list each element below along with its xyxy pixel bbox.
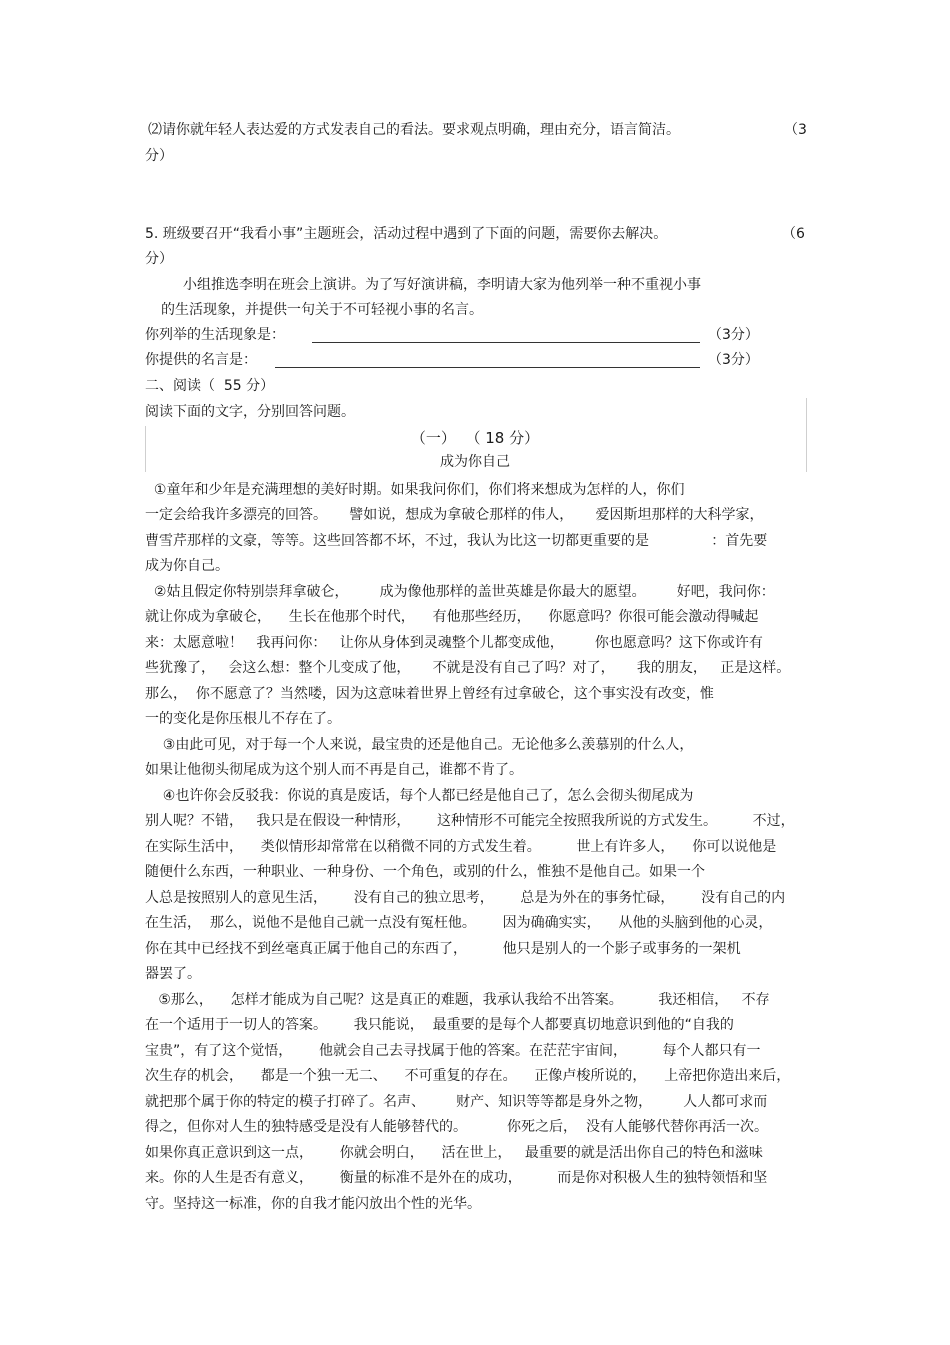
para4-line: ④也许你会反驳我：你说的真是废话，每个人都已经是他自己了，怎么会彻头彻尾成为 [145, 788, 694, 804]
q5-prompt-line: 的生活现象，并提供一句关于不可轻视小事的名言。 [161, 302, 483, 318]
para2-line: 就让你成为拿破仑， 生长在他那个时代， 有他那些经历， 你愿意吗？你很可能会激动得喊起 [145, 609, 759, 625]
q5-field-score: （3分） [708, 327, 759, 343]
q5-text: 5. 班级要召开“我看小事”主题班会，活动过程中遇到了下面的问题，需要你去解决。 [145, 226, 668, 242]
para5-line: 来。你的人生是否有意义， 衡量的标准不是外在的成功， 而是你对积极人生的独特领悟和坚 [145, 1170, 768, 1186]
para2-line: 来：太愿意啦！ 我再问你： 让你从身体到灵魂整个儿都变成他， 你也愿意吗？这下你或许有 [145, 635, 763, 651]
section-heading: 二、阅读（ 55 分） [145, 378, 275, 394]
para5-line: 宝贵”，有了这个觉悟， 他就会自己去寻找属于他的答案。在茫茫宇宙间， 每个人都只有一 [145, 1043, 761, 1059]
para5-line: 如果你真正意识到这一点， 你就会明白， 活在世上， 最重要的就是活出你自己的特色和滋味 [145, 1145, 763, 1161]
article-title: 成为你自己 [440, 454, 510, 470]
quote-answer-blank[interactable] [275, 367, 700, 368]
para4-line: 随便什么东西，一种职业、一种身份、一个角色，或别的什么，惟独不是他自己。如果一个 [145, 864, 705, 880]
para3-line: ③由此可见，对于每一个人来说，最宝贵的还是他自己。无论他多么羡慕别的什么人， [145, 737, 694, 753]
q4-2-score-cont: 分） [145, 148, 173, 164]
q4-2-score: （3 [784, 122, 807, 138]
para4-line: 在实际生活中， 类似情形却常常在以稍微不同的方式发生着。 世上有许多人， 你可以说他是 [145, 839, 777, 855]
para5-line: 就把那个属于你的特定的模子打碎了。名声、 财产、知识等等都是身外之物， 人人都可求而 [145, 1094, 768, 1110]
q5-score: （6 [782, 226, 805, 242]
para1-line: 成为你自己。 [145, 558, 229, 574]
para5-line: ⑤那么， 怎样才能成为自己呢？这是真正的难题，我承认我给不出答案。 我还相信， 不存 [145, 992, 770, 1008]
q5-prompt-line: 小组推选李明在班会上演讲。为了写好演讲稿，李明请大家为他列举一种不重视小事 [183, 277, 701, 293]
para2-line: ②姑且假定你特别崇拜拿破仑， 成为像他那样的盖世英雄是你最大的愿望。 好吧，我问你： [145, 584, 775, 600]
para4-line: 别人呢？不错， 我只是在假设一种情形， 这种情形不可能完全按照我所说的方式发生。 不过， [145, 813, 795, 829]
frame-right-rule [806, 398, 807, 472]
para2-line: 些犹豫了， 会这么想：整个儿变成了他， 不就是没有自己了吗？对了， 我的朋友， 正是这样。 [145, 660, 791, 676]
section-instruction: 阅读下面的文字，分别回答问题。 [145, 404, 355, 420]
para3-line: 如果让他彻头彻尾成为这个别人而不再是自己，谁都不肯了。 [145, 762, 523, 778]
para1-line: 曹雪芹那样的文豪，等等。这些回答都不坏，不过，我认为比这一切都更重要的是 ：首先要 [145, 533, 768, 549]
para5-line: 次生存的机会， 都是一个独一无二、 不可重复的存在。 正像卢梭所说的， 上帝把你造出来后， [145, 1068, 791, 1084]
part-title: （一） （ 18 分） [410, 429, 540, 447]
para1-line: ①童年和少年是充满理想的美好时期。如果我问你们，你们将来想成为怎样的人，你们 [145, 482, 685, 498]
q4-2-text: ⑵请你就年轻人表达爱的方式发表自己的看法。要求观点明确，理由充分，语言简洁。 [148, 122, 680, 138]
para2-line: 那么， 你不愿意了？当然喽，因为这意味着世界上曾经有过拿破仑，这个事实没有改变，惟 [145, 686, 714, 702]
para5-line: 得之，但你对人生的独特感受是没有人能够替代的。 你死之后， 没有人能够代替你再活一次。 [145, 1119, 768, 1135]
para4-line: 在生活， 那么，说他不是他自己就一点没有冤枉他。 因为确确实实， 从他的头脑到他的心灵， [145, 915, 773, 931]
para4-line: 器罢了。 [145, 966, 201, 982]
phenomenon-answer-blank[interactable] [312, 342, 700, 343]
para4-line: 你在其中已经找不到丝毫真正属于他自己的东西了， 他只是别人的一个影子或事务的一架机 [145, 941, 741, 957]
para5-line: 守。坚持这一标准，你的自我才能闪放出个性的光华。 [145, 1196, 481, 1212]
para2-line: 一的变化是你压根儿不存在了。 [145, 711, 341, 727]
q5-score-cont: 分） [145, 251, 173, 267]
para1-line: 一定会给我许多漂亮的回答。 譬如说，想成为拿破仑那样的伟人， 爱因斯坦那样的大科学家， [145, 507, 764, 523]
para4-line: 人总是按照别人的意见生活， 没有自己的独立思考， 总是为外在的事务忙碌， 没有自己的内 [145, 890, 786, 906]
q5-field-label-phenomenon: 你列举的生活现象是： [145, 327, 285, 343]
para5-line: 在一个适用于一切人的答案。 我只能说， 最重要的是每个人都要真切地意识到他的“自我的 [145, 1017, 734, 1033]
q5-field-label-quote: 你提供的名言是： [145, 352, 257, 368]
q5-field-score: （3分） [708, 352, 759, 368]
